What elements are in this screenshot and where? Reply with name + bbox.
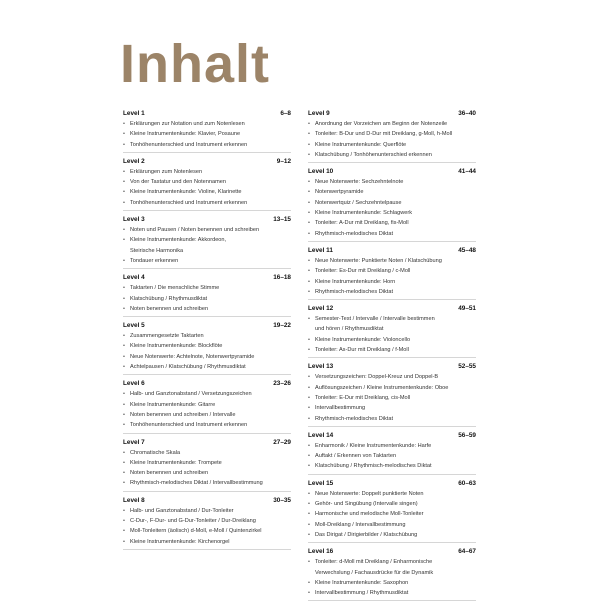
level-pages: 64–67 xyxy=(458,548,476,556)
level-name: Level 7 xyxy=(123,438,145,446)
level-heading xyxy=(308,479,476,488)
topic-item: • Neue Notenwerte: Punktierte Noten / Klatschübung xyxy=(308,256,476,266)
topic-item: • Rhythmisch-melodisches Diktat xyxy=(308,229,476,239)
level-pages: 23–26 xyxy=(273,380,291,388)
level-topic-list xyxy=(308,256,476,297)
topic-item: • Enharmonik / Kleine Instrumentenkunde: Harfe xyxy=(308,441,476,451)
level-topic-list xyxy=(308,441,476,472)
level-topic-list xyxy=(123,225,291,266)
level-name: Level 6 xyxy=(123,380,145,388)
level-heading xyxy=(308,109,476,118)
level-topic-list xyxy=(308,314,476,355)
toc-level-block xyxy=(123,109,291,153)
toc-level-block xyxy=(308,362,476,426)
level-name: Level 16 xyxy=(308,548,334,556)
topic-item: • Klatschübung / Rhythmusdiktat xyxy=(123,294,291,304)
topic-item: • Notenwertpyramide xyxy=(308,187,476,197)
level-pages: 16–18 xyxy=(273,274,291,282)
level-name: Level 8 xyxy=(123,496,145,504)
level-topic-list xyxy=(123,389,291,430)
level-heading xyxy=(123,438,291,447)
level-topic-list xyxy=(308,557,476,598)
topic-item: • Klatschübung / Tonhöhenunterschied erkennen xyxy=(308,150,476,160)
level-name: Level 4 xyxy=(123,274,145,282)
page-title: Inhalt xyxy=(120,34,270,94)
topic-item: • Harmonische und melodische Moll-Tonleiter xyxy=(308,509,476,519)
toc-right-column xyxy=(308,109,476,605)
level-name: Level 3 xyxy=(123,216,145,224)
topic-item: • Tonleiter: A-Dur mit Dreiklang, fis-Moll xyxy=(308,218,476,228)
level-topic-list xyxy=(123,448,291,489)
topic-item: • Zusammengesetzte Taktarten xyxy=(123,331,291,341)
topic-item: • Erklärungen zum Notenlesen xyxy=(123,167,291,177)
topic-item: • Rhythmisch-melodisches Diktat xyxy=(308,287,476,297)
toc-level-block xyxy=(308,479,476,543)
level-pages: 52–55 xyxy=(458,363,476,371)
topic-item: • Tonhöhenunterschied und Instrument erkennen xyxy=(123,198,291,208)
level-pages: 30–35 xyxy=(273,496,291,504)
topic-item: • C-Dur-, F-Dur- und G-Dur-Tonleiter / Dur-Dreiklang xyxy=(123,516,291,526)
level-heading xyxy=(123,215,291,224)
level-name: Level 12 xyxy=(308,305,334,313)
topic-item: • Kleine Instrumentenkunde: Querflöte xyxy=(308,140,476,150)
topic-item: • Neue Notenwerte: Achtelnote, Notenwertpyramide xyxy=(123,352,291,362)
topic-item: • Halb- und Ganztonabstand / Dur-Tonleiter xyxy=(123,506,291,516)
level-pages: 9–12 xyxy=(276,157,291,165)
topic-item: • Tonleiter: Es-Dur mit Dreiklang / c-Moll xyxy=(308,266,476,276)
level-heading xyxy=(123,273,291,282)
toc-level-block xyxy=(123,321,291,375)
toc-level-block xyxy=(123,496,291,550)
level-heading xyxy=(123,496,291,505)
toc-level-block xyxy=(123,438,291,492)
topic-item: • Kleine Instrumentenkunde: Schlagwerk xyxy=(308,208,476,218)
topic-item: • Rhythmisch-melodisches Diktat / Intervallbestimmung xyxy=(123,478,291,488)
topic-item: • Kleine Instrumentenkunde: Saxophon xyxy=(308,578,476,588)
level-pages: 49–51 xyxy=(458,305,476,313)
topic-item: • Kleine Instrumentenkunde: Akkordeon, Steirische Harmonika xyxy=(123,235,291,256)
topic-item: • Kleine Instrumentenkunde: Horn xyxy=(308,277,476,287)
level-topic-list xyxy=(123,331,291,372)
topic-item: • Semester-Test / Intervalle / Intervalle bestimmen und hören / Rhythmusdiktat xyxy=(308,314,476,335)
topic-item: • Noten benennen und schreiben xyxy=(123,468,291,478)
level-heading xyxy=(308,547,476,556)
topic-item: • Kleine Instrumentenkunde: Trompete xyxy=(123,458,291,468)
toc-level-block xyxy=(308,304,476,358)
topic-item: • Tonleiter: E-Dur mit Dreiklang, cis-Moll xyxy=(308,393,476,403)
level-heading xyxy=(123,157,291,166)
toc-level-block xyxy=(308,431,476,475)
topic-item: • Taktarten / Die menschliche Stimme xyxy=(123,283,291,293)
topic-item: • Kleine Instrumentenkunde: Kirchenorgel xyxy=(123,537,291,547)
topic-item: • Versetzungszeichen: Doppel-Kreuz und Doppel-B xyxy=(308,372,476,382)
level-pages: 6–8 xyxy=(280,110,291,117)
level-heading xyxy=(308,431,476,440)
topic-item: • Tondauer erkennen xyxy=(123,256,291,266)
topic-item: • Chromatische Skala xyxy=(123,448,291,458)
level-pages: 13–15 xyxy=(273,216,291,224)
level-topic-list xyxy=(123,506,291,547)
level-topic-list xyxy=(123,167,291,208)
toc-level-block xyxy=(123,215,291,269)
level-heading xyxy=(308,246,476,255)
level-heading xyxy=(308,167,476,176)
level-name: Level 5 xyxy=(123,322,145,330)
topic-item: • Das Dirigat / Dirigierbilder / Klatschübung xyxy=(308,530,476,540)
topic-item: • Rhythmisch-melodisches Diktat xyxy=(308,414,476,424)
topic-item: • Noten und Pausen / Noten benennen und schreiben xyxy=(123,225,291,235)
topic-item: • Tonhöhenunterschied und Instrument erkennen xyxy=(123,420,291,430)
topic-item: • Tonleiter: d-Moll mit Dreiklang / Enharmonische Verwechslung / Fachausdrücke für die Dynamik xyxy=(308,557,476,578)
topic-item: • Tonhöhenunterschied und Instrument erkennen xyxy=(123,140,291,150)
topic-item: • Kleine Instrumentenkunde: Violoncello xyxy=(308,335,476,345)
level-topic-list xyxy=(308,372,476,423)
topic-item: • Erklärungen zur Notation und zum Notenlesen xyxy=(123,119,291,129)
level-pages: 19–22 xyxy=(273,322,291,330)
level-topic-list xyxy=(123,119,291,150)
topic-item: • Auflösungszeichen / Kleine Instrumentenkunde: Oboe xyxy=(308,383,476,393)
level-topic-list xyxy=(308,119,476,160)
topic-item: • Moll-Dreiklang / Intervallbestimmung xyxy=(308,520,476,530)
topic-item: • Auftakt / Erkennen von Taktarten xyxy=(308,451,476,461)
level-heading xyxy=(123,379,291,388)
level-name: Level 10 xyxy=(308,168,334,176)
topic-item: • Neue Notenwerte: Doppelt punktierte Noten xyxy=(308,489,476,499)
level-pages: 56–59 xyxy=(458,431,476,439)
level-name: Level 11 xyxy=(308,246,333,254)
topic-item: • Moll-Tonleitern (äolisch) d-Moll, e-Moll / Quintenzirkel xyxy=(123,526,291,536)
topic-item: • Kleine Instrumentenkunde: Gitarre xyxy=(123,400,291,410)
topic-item: • Neue Notenwerte: Sechzehntelnote xyxy=(308,177,476,187)
toc-level-block xyxy=(123,379,291,433)
level-heading xyxy=(308,304,476,313)
topic-item: • Tonleiter: B-Dur und D-Dur mit Dreiklang, g-Moll, h-Moll xyxy=(308,129,476,139)
level-name: Level 1 xyxy=(123,110,145,117)
topic-item: • Gehör- und Singübung (Intervalle singen) xyxy=(308,499,476,509)
level-topic-list xyxy=(308,177,476,239)
topic-item: • Tonleiter: As-Dur mit Dreiklang / f-Moll xyxy=(308,345,476,355)
toc-level-block xyxy=(308,547,476,601)
level-heading xyxy=(308,362,476,371)
topic-item: • Achtelpausen / Klatschübung / Rhythmusdiktat xyxy=(123,362,291,372)
level-name: Level 13 xyxy=(308,363,334,371)
level-pages: 41–44 xyxy=(458,168,476,176)
toc-level-block xyxy=(308,246,476,300)
level-name: Level 14 xyxy=(308,431,334,439)
topic-item: • Kleine Instrumentenkunde: Klavier, Posaune xyxy=(123,129,291,139)
level-topic-list xyxy=(308,489,476,540)
toc-level-block xyxy=(308,167,476,242)
level-name: Level 9 xyxy=(308,110,330,117)
topic-item: • Kleine Instrumentenkunde: Violine, Klarinette xyxy=(123,187,291,197)
level-topic-list xyxy=(123,283,291,314)
level-pages: 45–48 xyxy=(458,246,476,254)
topic-item: • Intervallbestimmung xyxy=(308,403,476,413)
topic-item: • Noten benennen und schreiben / Intervalle xyxy=(123,410,291,420)
level-heading xyxy=(123,109,291,118)
level-name: Level 2 xyxy=(123,157,145,165)
topic-item: • Klatschübung / Rhythmisch-melodisches Diktat xyxy=(308,461,476,471)
level-heading xyxy=(123,321,291,330)
level-pages: 27–29 xyxy=(273,438,291,446)
level-pages: 36–40 xyxy=(458,110,476,117)
topic-item: • Halb- und Ganztonabstand / Versetzungszeichen xyxy=(123,389,291,399)
level-pages: 60–63 xyxy=(458,479,476,487)
level-name: Level 15 xyxy=(308,479,334,487)
topic-item: • Noten benennen und schreiben xyxy=(123,304,291,314)
topic-item: • Von der Tastatur und den Notennamen xyxy=(123,177,291,187)
topic-item: • Intervallbestimmung / Rhythmusdiktat xyxy=(308,588,476,598)
toc-level-block xyxy=(123,157,291,211)
topic-item: • Anordnung der Vorzeichen am Beginn der Notenzeile xyxy=(308,119,476,129)
toc-left-column xyxy=(123,109,291,554)
toc-level-block xyxy=(308,109,476,163)
topic-item: • Kleine Instrumentenkunde: Blockflöte xyxy=(123,341,291,351)
topic-item: • Notenwertquiz / Sechzehntelpause xyxy=(308,198,476,208)
toc-level-block xyxy=(123,273,291,317)
